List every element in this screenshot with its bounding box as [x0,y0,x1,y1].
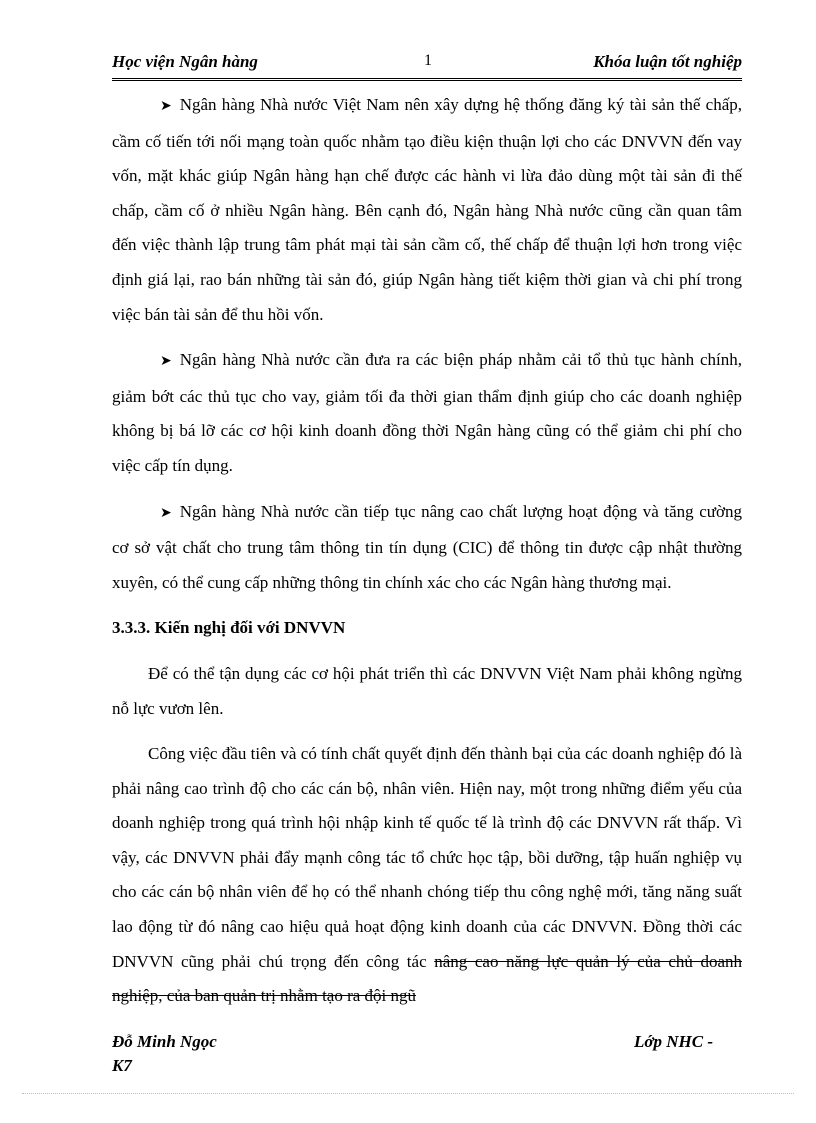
arrow-bullet-icon: ➤ [160,354,172,370]
paragraph-1: Để có thể tận dụng các cơ hội phát triển thì các DNVVN Việt Nam phải không ngừng nỗ lực vươn lên. [112,663,742,718]
page-header [112,52,742,81]
footer-author: Đỗ Minh Ngọc [112,1032,217,1051]
page-footer [112,1026,742,1106]
arrow-bullet-icon: ➤ [160,99,172,114]
bullet-paragraph-2 [112,343,742,483]
bullet-text-2: Ngân hàng Nhà nước cần đưa ra các biện pháp nhằm cải tổ thủ tục hành chính, giảm bớt các thủ tục cho vay, giảm tối đa thời gian thẩm định giúp cho các doanh nghiệp không bị bá lỡ các cơ hội kinh doanh đồng thời Ngân hàng cũng có thể giảm chi phí cho việc cấp tín dụng. [112,350,742,475]
bullet-text-1: Ngân hàng Nhà nước Việt Nam nên xây dựng hệ thống đăng ký tài sản thế chấp, cầm cố tiến tới nối mạng toàn quốc nhằm tạo điều kiện thuận lợi cho các DNVVN đến vay vốn, mặt khác giúp Ngân hàng hạn chế được các hành vi lừa đảo dùng một tài sản đi thế chấp, cầm cố ở nhiều Ngân hàng. Bên cạnh đó, Ngân hàng Nhà nước cũng cần quan tâm đến việc thành lập trung tâm phát mại tài sản cầm cố, thế chấp để thuận lợi hơn trong việc định giá lại, rao bán những tài sản đó, giúp Ngân hàng tiết kiệm thời gian và chi phí trong việc bán tài sản để thu hồi vốn. [112,95,742,324]
arrow-bullet-icon: ➤ [160,505,172,521]
footer-cohort: K7 [112,1056,132,1075]
page-number: 1 [424,52,432,69]
paragraph-2-text: Công việc đầu tiên và có tính chất quyết định đến thành bại của các doanh nghiệp đó là phải nâng cao trình độ cho các cán bộ, nhân viên. Hiện nay, một trong những điểm yếu của doanh nghiệp trong quá trình hội nhập kinh tế quốc tế là trình độ các DNVVN rất thấp. Vì vậy, các DNVVN phải đẩy mạnh công tác tổ chức học tập, bồi dưỡng, tập huấn nghiệp vụ cho các cán bộ nhân viên để họ có thể nhanh chóng tiếp thu công nghệ mới, tăng năng suất lao động từ đó nâng cao hiệu quả hoạt động kinh doanh của các DNVVN. Đồng thời các DNVVN cũng phải chú trọng đến công tác [112,744,742,971]
paragraph-2-struck-text: nâng cao năng lực quản lý của chủ doanh nghiệp, của ban quản trị nhằm tạo ra đội ngũ [112,951,742,1006]
bottom-dotted-divider [22,1093,794,1094]
paragraph-2 [112,737,742,1014]
footer-class: Lớp NHC - [634,1032,714,1051]
bullet-paragraph-1 [112,88,742,332]
page-body [112,88,742,1014]
section-heading: 3.3.3. Kiến nghị đối với DNVVN [112,618,346,638]
bullet-text-3: Ngân hàng Nhà nước cần tiếp tục nâng cao chất lượng hoạt động và tăng cường cơ sở vật chất cho trung tâm thông tin tín dụng (CIC) để thông tin được cập nhật thường xuyên, có thể cung cấp những thông tin chính xác cho các Ngân hàng thương mại. [112,501,742,592]
header-institution: Học viện Ngân hàng [112,52,258,71]
header-document-type: Khóa luận tốt nghiệp [593,52,742,71]
bullet-paragraph-3 [112,495,742,601]
